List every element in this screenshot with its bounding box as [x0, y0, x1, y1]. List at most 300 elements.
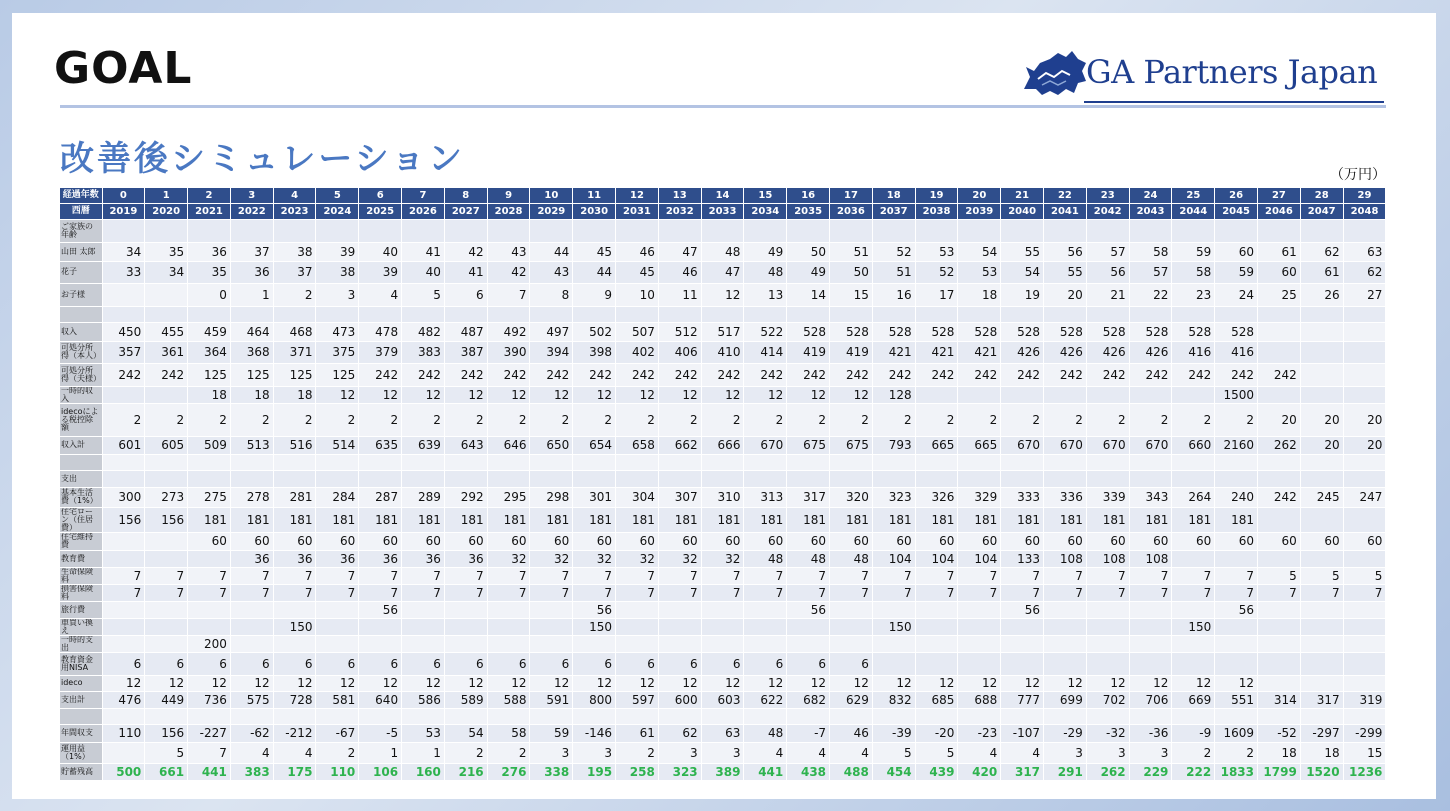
table-cell: 49 [744, 242, 787, 261]
table-cell: 3 [701, 742, 744, 763]
table-cell [102, 454, 145, 470]
table-cell [402, 470, 445, 487]
table-cell [1215, 708, 1258, 724]
table-cell: 7 [1343, 584, 1386, 601]
table-cell: 4 [359, 283, 402, 306]
table-cell: 276 [487, 763, 530, 780]
table-row [60, 219, 1386, 242]
table-cell [188, 306, 231, 322]
table-cell [1343, 470, 1386, 487]
table-cell [145, 454, 188, 470]
table-cell: 12 [787, 386, 830, 403]
table-cell: 658 [616, 436, 659, 454]
table-cell: 371 [273, 341, 316, 363]
page-title: GOAL [54, 43, 193, 94]
table-cell: 32 [616, 550, 659, 567]
table-cell: 24 [1215, 283, 1258, 306]
table-cell: 1 [402, 742, 445, 763]
table-row [60, 635, 1386, 652]
table-cell: 300 [102, 487, 145, 507]
row-label: idecoによる税控除額 [60, 403, 102, 436]
table-cell [787, 708, 830, 724]
table-row [60, 584, 1386, 601]
table-cell: 150 [273, 618, 316, 635]
table-cell: 51 [830, 242, 873, 261]
table-cell: 26 [1300, 283, 1343, 306]
table-cell: 181 [1044, 507, 1087, 532]
table-cell [1300, 306, 1343, 322]
table-cell: 242 [1172, 363, 1215, 386]
table-cell [701, 306, 744, 322]
table-cell [701, 708, 744, 724]
table-cell: 48 [744, 724, 787, 742]
table-cell: 59 [1172, 242, 1215, 261]
table-cell: 56 [1086, 261, 1129, 283]
table-cell: 2 [872, 403, 915, 436]
table-cell [872, 219, 915, 242]
table-cell: 7 [487, 567, 530, 584]
table-cell: 12 [573, 386, 616, 403]
table-cell [1001, 618, 1044, 635]
table-cell: 56 [1215, 601, 1258, 618]
table-cell: 464 [230, 322, 273, 341]
table-cell [444, 601, 487, 618]
table-cell [958, 386, 1001, 403]
table-cell: 181 [487, 507, 530, 532]
table-cell: 301 [573, 487, 616, 507]
table-cell: 317 [787, 487, 830, 507]
table-cell [1300, 675, 1343, 691]
table-row [60, 532, 1386, 550]
table-cell: 441 [744, 763, 787, 780]
table-cell: 40 [402, 261, 445, 283]
table-cell: 36 [188, 242, 231, 261]
table-cell: 6 [359, 652, 402, 675]
table-cell: 181 [444, 507, 487, 532]
table-cell [188, 618, 231, 635]
table-cell: 7 [487, 584, 530, 601]
table-cell: 242 [1215, 363, 1258, 386]
table-cell: 0 [102, 188, 145, 203]
row-label: 収入計 [60, 436, 102, 454]
table-cell: 600 [658, 691, 701, 708]
table-cell [487, 601, 530, 618]
table-cell: 670 [1044, 436, 1087, 454]
table-cell: 4 [744, 742, 787, 763]
table-cell: 419 [787, 341, 830, 363]
table-cell: 242 [658, 363, 701, 386]
row-label: 住宅ローン（住居費） [60, 507, 102, 532]
table-cell [102, 470, 145, 487]
table-cell [402, 601, 445, 618]
table-cell [915, 618, 958, 635]
table-cell: 7 [701, 567, 744, 584]
table-cell: 60 [273, 532, 316, 550]
table-cell: 5 [872, 742, 915, 763]
table-cell [744, 601, 787, 618]
table-cell: 36 [359, 550, 402, 567]
table-cell [616, 708, 659, 724]
table-cell: 528 [915, 322, 958, 341]
table-cell: 242 [573, 363, 616, 386]
table-cell: 12 [658, 386, 701, 403]
table-cell: 2 [188, 188, 231, 203]
table-cell [915, 454, 958, 470]
table-cell: 528 [1215, 322, 1258, 341]
table-cell [658, 601, 701, 618]
table-cell [1172, 386, 1215, 403]
table-cell: 2 [145, 403, 188, 436]
table-cell: 591 [530, 691, 573, 708]
table-cell [444, 306, 487, 322]
table-cell: 52 [915, 261, 958, 283]
table-cell [102, 618, 145, 635]
table-cell [872, 601, 915, 618]
table-cell: 2 [402, 403, 445, 436]
table-cell: 603 [701, 691, 744, 708]
table-cell: 46 [658, 261, 701, 283]
table-cell: 682 [787, 691, 830, 708]
table-cell: -20 [915, 724, 958, 742]
table-cell: 2 [830, 403, 873, 436]
table-cell: 383 [402, 341, 445, 363]
table-cell [188, 708, 231, 724]
table-cell: 12 [102, 675, 145, 691]
table-cell [1215, 454, 1258, 470]
table-cell [787, 306, 830, 322]
table-cell [1044, 618, 1087, 635]
table-cell: 54 [1001, 261, 1044, 283]
table-cell: 410 [701, 341, 744, 363]
table-cell [958, 219, 1001, 242]
table-cell: 44 [573, 261, 616, 283]
table-cell: 242 [1044, 363, 1087, 386]
table-cell: 394 [530, 341, 573, 363]
table-cell: 439 [915, 763, 958, 780]
table-cell: 2 [958, 403, 1001, 436]
table-cell [872, 708, 915, 724]
table-cell [658, 306, 701, 322]
table-cell: 242 [872, 363, 915, 386]
table-cell [1129, 470, 1172, 487]
table-cell: 12 [359, 675, 402, 691]
table-cell: 2 [359, 403, 402, 436]
table-cell: 517 [701, 322, 744, 341]
table-row [60, 306, 1386, 322]
table-cell: 313 [744, 487, 787, 507]
table-cell [273, 601, 316, 618]
table-row [60, 436, 1386, 454]
table-cell [273, 454, 316, 470]
table-cell: 1799 [1258, 763, 1301, 780]
table-cell [701, 454, 744, 470]
table-cell: 32 [701, 550, 744, 567]
table-cell: 329 [958, 487, 1001, 507]
table-row [60, 203, 1386, 219]
table-cell: 6 [188, 652, 231, 675]
table-cell: -146 [573, 724, 616, 742]
table-cell: 589 [444, 691, 487, 708]
table-cell: 586 [402, 691, 445, 708]
table-cell [616, 306, 659, 322]
table-cell: 12 [616, 675, 659, 691]
table-cell: 46 [616, 242, 659, 261]
table-cell [1258, 454, 1301, 470]
table-cell: -7 [787, 724, 830, 742]
table-cell: 247 [1343, 487, 1386, 507]
table-cell [1172, 550, 1215, 567]
table-cell: 60 [744, 532, 787, 550]
table-cell: 8 [530, 283, 573, 306]
table-cell: 2021 [188, 203, 231, 219]
table-cell: 181 [787, 507, 830, 532]
table-cell [273, 219, 316, 242]
table-cell: 2160 [1215, 436, 1258, 454]
table-cell: 669 [1172, 691, 1215, 708]
table-cell: 5 [1343, 567, 1386, 584]
table-cell: 6 [830, 652, 873, 675]
table-cell [1343, 322, 1386, 341]
table-cell: 492 [487, 322, 530, 341]
table-cell: 7 [402, 584, 445, 601]
table-cell: -5 [359, 724, 402, 742]
table-cell [102, 742, 145, 763]
table-cell: 125 [273, 363, 316, 386]
table-cell [744, 219, 787, 242]
table-cell: 6 [744, 652, 787, 675]
table-cell: 832 [872, 691, 915, 708]
table-cell: 643 [444, 436, 487, 454]
table-cell [1172, 306, 1215, 322]
table-cell: 4 [1001, 742, 1044, 763]
table-cell: 18 [872, 188, 915, 203]
table-cell: 7 [230, 567, 273, 584]
table-cell: -67 [316, 724, 359, 742]
table-cell [487, 618, 530, 635]
row-label: 山田 太郎 [60, 242, 102, 261]
table-cell: 7 [530, 567, 573, 584]
table-cell: 242 [487, 363, 530, 386]
table-cell: 37 [230, 242, 273, 261]
table-cell: 426 [1044, 341, 1087, 363]
table-cell: 3 [658, 742, 701, 763]
table-cell: 57 [1129, 261, 1172, 283]
table-cell: 368 [230, 341, 273, 363]
table-cell: 7 [872, 567, 915, 584]
table-cell: 245 [1300, 487, 1343, 507]
table-cell [1215, 306, 1258, 322]
table-cell: 12 [530, 675, 573, 691]
table-cell: 9 [573, 283, 616, 306]
table-cell: 6 [787, 652, 830, 675]
table-cell [915, 306, 958, 322]
table-cell: 528 [830, 322, 873, 341]
table-cell: 800 [573, 691, 616, 708]
table-cell: 242 [1129, 363, 1172, 386]
table-cell: 665 [958, 436, 1001, 454]
table-cell: 181 [530, 507, 573, 532]
table-cell: 48 [787, 550, 830, 567]
table-cell: 528 [1172, 322, 1215, 341]
table-cell: 7 [359, 584, 402, 601]
table-cell [188, 454, 231, 470]
table-cell: 20 [1343, 403, 1386, 436]
table-cell: 4 [230, 742, 273, 763]
table-cell [1001, 708, 1044, 724]
table-cell: 60 [787, 532, 830, 550]
table-cell: 478 [359, 322, 402, 341]
table-cell: 7 [487, 283, 530, 306]
table-cell: 2 [273, 403, 316, 436]
table-cell: 487 [444, 322, 487, 341]
table-cell [1300, 219, 1343, 242]
table-cell: 22 [1129, 283, 1172, 306]
table-cell [1258, 507, 1301, 532]
table-cell: 2047 [1300, 203, 1343, 219]
table-row [60, 283, 1386, 306]
table-cell: 19 [915, 188, 958, 203]
table-cell: 317 [1001, 763, 1044, 780]
bull-icon [1020, 49, 1090, 105]
row-label: 可処分所得（夫様） [60, 363, 102, 386]
table-cell: 2 [530, 403, 573, 436]
row-label: 支出 [60, 470, 102, 487]
table-cell: 18 [1258, 742, 1301, 763]
table-cell: 7 [1172, 584, 1215, 601]
table-cell [744, 306, 787, 322]
table-cell: 181 [1129, 507, 1172, 532]
table-cell: 10 [530, 188, 573, 203]
table-cell: 2027 [444, 203, 487, 219]
table-cell: 47 [658, 242, 701, 261]
table-cell: 242 [145, 363, 188, 386]
table-cell [744, 618, 787, 635]
table-cell [1086, 470, 1129, 487]
table-cell: 181 [872, 507, 915, 532]
table-cell [1300, 470, 1343, 487]
table-cell: 310 [701, 487, 744, 507]
table-cell: 2 [188, 403, 231, 436]
table-cell [616, 601, 659, 618]
table-cell: 7 [616, 584, 659, 601]
table-cell: 2 [316, 403, 359, 436]
table-cell: 47 [701, 261, 744, 283]
table-cell: 320 [830, 487, 873, 507]
table-cell [1129, 618, 1172, 635]
table-cell: 104 [958, 550, 1001, 567]
table-cell [444, 470, 487, 487]
table-cell: 383 [230, 763, 273, 780]
table-cell: 7 [1044, 567, 1087, 584]
table-cell: 7 [1086, 567, 1129, 584]
table-cell: 61 [616, 724, 659, 742]
table-cell: 12 [1086, 675, 1129, 691]
table-cell [1343, 306, 1386, 322]
table-cell: -39 [872, 724, 915, 742]
table-cell: 110 [316, 763, 359, 780]
table-cell: 36 [230, 261, 273, 283]
table-cell: 2 [616, 403, 659, 436]
table-cell [402, 618, 445, 635]
table-cell [1343, 708, 1386, 724]
table-cell: 43 [487, 242, 530, 261]
table-cell: 32 [487, 550, 530, 567]
table-cell [359, 708, 402, 724]
table-cell [1300, 363, 1343, 386]
row-label: 運用益（1%） [60, 742, 102, 763]
table-cell: 21 [1086, 283, 1129, 306]
table-cell: 597 [616, 691, 659, 708]
table-cell: 56 [1044, 242, 1087, 261]
table-cell: 242 [1258, 487, 1301, 507]
table-cell: 133 [1001, 550, 1044, 567]
row-label: 西暦 [60, 203, 102, 219]
table-cell: 12 [701, 283, 744, 306]
table-cell: 333 [1001, 487, 1044, 507]
table-cell [1343, 675, 1386, 691]
table-cell: 7 [744, 567, 787, 584]
table-cell: 15 [1343, 742, 1386, 763]
table-cell: 3 [573, 742, 616, 763]
table-cell: 60 [444, 532, 487, 550]
table-cell: 53 [915, 242, 958, 261]
table-cell: 1520 [1300, 763, 1343, 780]
table-cell: 2 [230, 403, 273, 436]
table-cell: 421 [872, 341, 915, 363]
table-cell: 2034 [744, 203, 787, 219]
table-cell [1300, 708, 1343, 724]
table-cell [1258, 306, 1301, 322]
table-cell [701, 635, 744, 652]
table-cell: 7 [145, 584, 188, 601]
table-cell: 390 [487, 341, 530, 363]
table-cell: 242 [958, 363, 1001, 386]
table-cell: -23 [958, 724, 1001, 742]
table-cell: 181 [658, 507, 701, 532]
table-cell [1258, 675, 1301, 691]
table-row [60, 763, 1386, 780]
table-cell: 23 [1086, 188, 1129, 203]
table-cell: 29 [1343, 188, 1386, 203]
table-cell: 3 [1129, 742, 1172, 763]
table-cell: 34 [102, 242, 145, 261]
table-cell [145, 550, 188, 567]
table-cell: 2022 [230, 203, 273, 219]
table-cell: 1236 [1343, 763, 1386, 780]
table-cell: -36 [1129, 724, 1172, 742]
table-cell [787, 470, 830, 487]
table-row [60, 724, 1386, 742]
table-cell: -62 [230, 724, 273, 742]
table-cell: 12 [1215, 675, 1258, 691]
table-cell: 12 [573, 675, 616, 691]
table-cell: 7 [1172, 567, 1215, 584]
table-cell: 7 [188, 567, 231, 584]
table-cell: 2026 [402, 203, 445, 219]
table-cell: 7 [188, 742, 231, 763]
row-label: 教育資金用NISA [60, 652, 102, 675]
table-cell: 60 [1086, 532, 1129, 550]
table-cell [316, 306, 359, 322]
table-cell [230, 635, 273, 652]
table-cell: 513 [230, 436, 273, 454]
table-row [60, 742, 1386, 763]
table-cell: 298 [530, 487, 573, 507]
table-cell [316, 618, 359, 635]
table-cell [830, 454, 873, 470]
table-cell: 125 [316, 363, 359, 386]
table-cell [1001, 470, 1044, 487]
